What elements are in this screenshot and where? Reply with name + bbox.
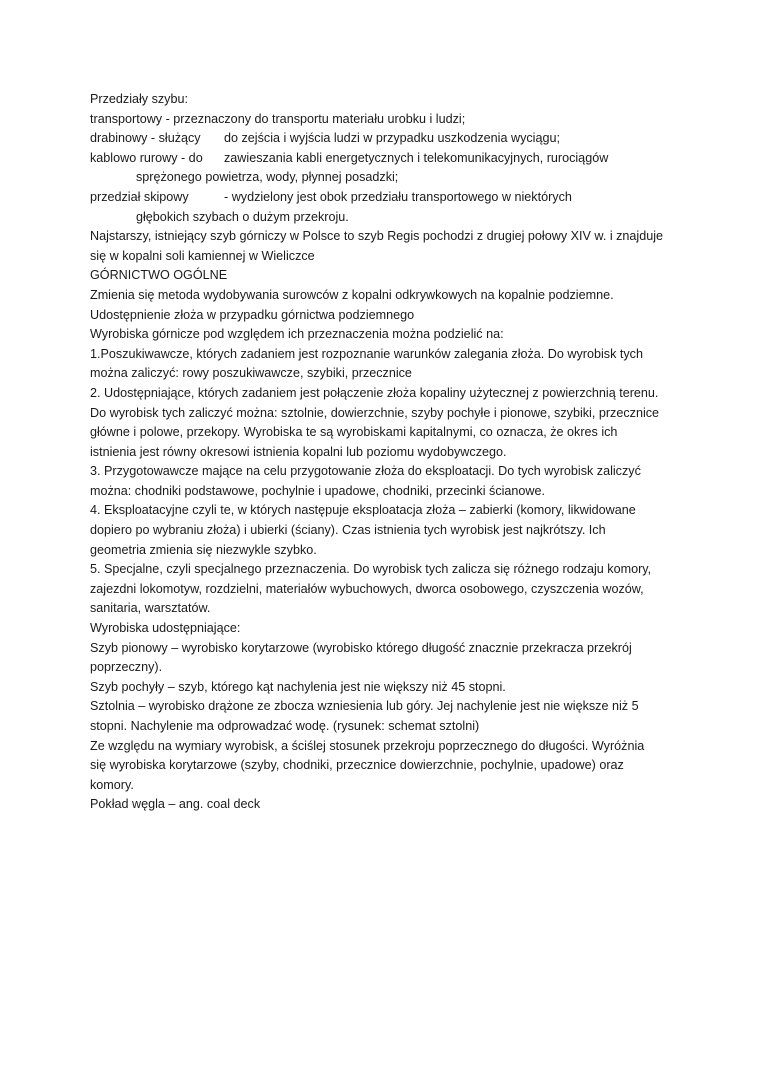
term-definition: - wydzielony jest obok przedziału transportowego w niektórych [224,189,572,204]
document-body [90,90,690,815]
text-line: transportowy - przeznaczony do transportu materiału urobku i ludzi; [90,111,466,126]
text-line: Wyrobiska udostępniające: [90,621,241,636]
term-definition: do zejścia i wyjścia ludzi w przypadku uszkodzenia wyciągu; [224,131,560,146]
text-line: Do wyrobisk tych zaliczyć można: sztolnie, dowierzchnie, szyby pochyłe i pionowe, szybiki, przecznice [90,405,660,420]
text-line: sprężonego powietrza, wody, płynnej posadzki; [136,170,399,185]
text-line: geometria zmienia się niezwykle szybko. [90,542,317,557]
text-line: poprzeczny). [90,660,163,675]
text-line: Szyb pionowy – wyrobisko korytarzowe (wyrobisko którego długość znacznie przekracza przekrój [90,640,632,655]
text-line: Udostępnienie złoża w przypadku górnictwa podziemnego [90,307,415,322]
text-line: zajezdni lokomotyw, rozdzielni, materiałów wybuchowych, dworca osobowego, czyszczenia wozów, [90,581,644,596]
text-line: się w kopalni soli kamiennej w Wieliczce [90,248,315,263]
text-line: sanitaria, warsztatów. [90,601,211,616]
text-line: można: chodniki podstawowe, pochylnie i upadowe, chodniki, przecinki ścianowe. [90,483,546,498]
text-line: Zmienia się metoda wydobywania surowców z kopalni odkrywkowych na kopalnie podziemne. [90,287,614,302]
section-heading: GÓRNICTWO OGÓLNE [90,268,228,283]
text-line: Najstarszy, istniejący szyb górniczy w Polsce to szyb Regis pochodzi z drugiej połowy XIV w. i znajduje [90,229,664,244]
text-line [90,188,690,208]
text-line: 1.Poszukiwawcze, których zadaniem jest rozpoznanie warunków zalegania złoża. Do wyrobisk tych [90,346,643,361]
text-line: główne i polowe, przekopy. Wyrobiska te są wyrobiskami kapitalnymi, co oznacza, że okres ich [90,425,618,440]
text-line: 4. Eksploatacyjne czyli te, w których następuje eksploatacja złoża – zabierki (komory, likwidowane [90,503,636,518]
text-line: 2. Udostępniające, których zadaniem jest połączenie złoża kopaliny użytecznej z powierzchnią terenu. [90,385,659,400]
term-label: przedział skipowy [90,189,189,204]
term-label: kablowo rurowy - do [90,150,203,165]
term-label: drabinowy - służący [90,131,201,146]
text-line: stopni. Nachylenie ma odprowadzać wodę. (rysunek: schemat sztolni) [90,719,480,733]
text-line: Sztolnia – wyrobisko drążone ze zbocza wzniesienia lub góry. Jej nachylenie jest nie większe niż 5 [90,699,639,714]
text-line: 5. Specjalne, czyli specjalnego przeznaczenia. Do wyrobisk tych zalicza się różnego rodzaju komory, [90,562,652,577]
text-line: 3. Przygotowawcze mające na celu przygotowanie złoża do eksploatacji. Do tych wyrobisk zaliczyć [90,464,641,479]
term-definition: zawieszania kabli energetycznych i telekomunikacyjnych, rurociągów [224,150,609,165]
text-line: głębokich szybach o dużym przekroju. [136,209,349,224]
text-line: dopiero po wybraniu złoża) i ubierki (ściany). Czas istnienia tych wyrobisk jest najkrótszy. Ich [90,523,606,538]
heading-shaft-compartments: Przedziały szybu: [90,92,188,106]
text-line [90,129,690,149]
text-line: istnienia jest równy okresowi istnienia kopalni lub poziomu wydobywczego. [90,444,507,459]
text-line: komory. [90,777,134,792]
text-line: Szyb pochyły – szyb, którego kąt nachylenia jest nie większy niż 45 stopni. [90,679,506,694]
text-line: Wyrobiska górnicze pod względem ich przeznaczenia można podzielić na: [90,327,504,342]
text-line [90,149,690,169]
text-line: można zaliczyć: rowy poszukiwawcze, szybiki, przecznice [90,366,412,381]
text-line: Ze względu na wymiary wyrobisk, a ściślej stosunek przekroju poprzecznego do długości. Wyróżnia [90,738,645,753]
text-line: się wyrobiska korytarzowe (szyby, chodniki, przecznice dowierzchnie, pochylnie, upadowe) oraz [90,758,624,773]
text-line: Pokład węgla – ang. coal deck [90,797,261,812]
